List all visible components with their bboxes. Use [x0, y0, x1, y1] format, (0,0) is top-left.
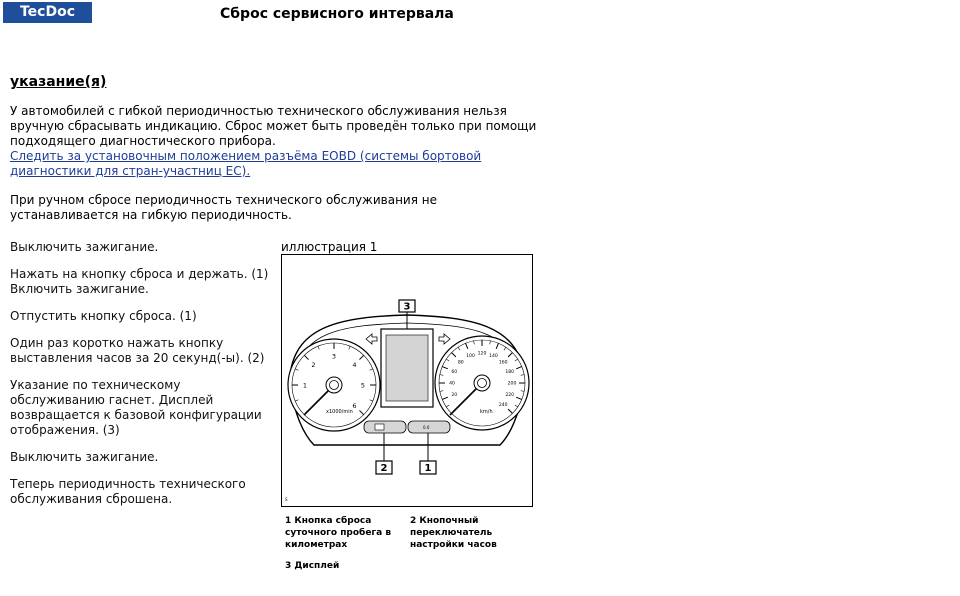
- instrument-cluster-figure: [281, 254, 533, 507]
- step-item: Отпустить кнопку сброса. (1): [10, 309, 197, 323]
- tacho-tick-label: 3: [331, 352, 337, 361]
- step-item: Один раз коротко нажать кнопку выставления часов за 20 секунд(-ы). (2): [10, 336, 265, 365]
- figure-corner-mark: S: [285, 497, 288, 502]
- speedo-tick-label: 180: [505, 370, 515, 376]
- speedo-tick-label: 20: [451, 393, 458, 399]
- speedo-tick-label: 120: [477, 351, 487, 357]
- speedometer: [435, 336, 529, 430]
- cluster-drawing: [282, 255, 532, 506]
- speedo-tick-label: 60: [451, 370, 458, 376]
- note-paragraph: При ручном сбросе периодичность технического обслуживания не устанавливается на гибкую периодичность.: [10, 193, 437, 222]
- tacho-tick-label: 5: [360, 381, 366, 390]
- intro-paragraph: [10, 104, 540, 179]
- speedo-tick-label: 100: [466, 353, 475, 359]
- speedo-tick-label: 200: [507, 381, 517, 387]
- display-screen: [386, 335, 428, 401]
- tacho-tick-label: 1: [302, 381, 308, 390]
- tachometer: [288, 339, 380, 431]
- callout-1-number: 1: [424, 463, 432, 474]
- step-item: Указание по техническому обслуживанию гаснет. Дисплей возвращается к базовой конфигурации отображения. (3): [10, 378, 262, 437]
- callout-2-number: 2: [380, 463, 388, 474]
- step-item: Теперь периодичность технического обслуживания сброшена.: [10, 477, 246, 506]
- caption-display: 3 Дисплей: [285, 561, 340, 571]
- eobd-link[interactable]: Следить за установочным положением разъёма EOBD (системы бортовой диагностики для стран-участниц ЕС).: [10, 149, 482, 178]
- step-item: Выключить зажигание.: [10, 450, 159, 464]
- intro-text: У автомобилей с гибкой периодичностью технического обслуживания нельзя вручную сбрасывать индикацию. Сброс может быть проведён только при помощи подходящего диагностического прибора.: [10, 104, 537, 148]
- speedo-tick-label: 240: [498, 402, 508, 408]
- figure-label: иллюстрация 1: [281, 240, 378, 254]
- tacho-tick-label: 4: [352, 360, 357, 369]
- steps-list: [10, 240, 270, 519]
- tecdoc-logo: TecDoc: [3, 2, 92, 23]
- step-item: Нажать на кнопку сброса и держать. (1) Включить зажигание.: [10, 267, 269, 296]
- caption-clock-button: 2 Кнопочный переключатель настройки часов: [410, 516, 497, 550]
- tacho-unit: x1000/min: [326, 409, 353, 415]
- reset-button-label: 0.0: [423, 425, 430, 430]
- callout-3-number: 3: [403, 301, 411, 313]
- tacho-hub-inner: [330, 381, 339, 390]
- speedo-unit: km/h: [480, 409, 493, 415]
- tacho-tick-label: 2: [311, 360, 316, 369]
- page-title: Сброс сервисного интервала: [220, 6, 454, 22]
- clock-button-icon: [375, 424, 384, 430]
- speedo-tick-label: 160: [498, 360, 508, 366]
- speedo-tick-label: 40: [449, 381, 455, 387]
- section-heading: указание(я): [10, 74, 107, 90]
- clock-button: [364, 421, 406, 433]
- speedo-tick-label: 80: [457, 360, 464, 366]
- speedo-hub-inner: [478, 379, 487, 388]
- speedo-tick-label: 140: [489, 353, 498, 359]
- tacho-tick-label: 6: [352, 401, 357, 410]
- speedo-tick-label: 220: [505, 393, 515, 399]
- step-item: Выключить зажигание.: [10, 240, 159, 254]
- caption-reset-button: 1 Кнопка сброса суточного пробега в километрах: [285, 516, 392, 550]
